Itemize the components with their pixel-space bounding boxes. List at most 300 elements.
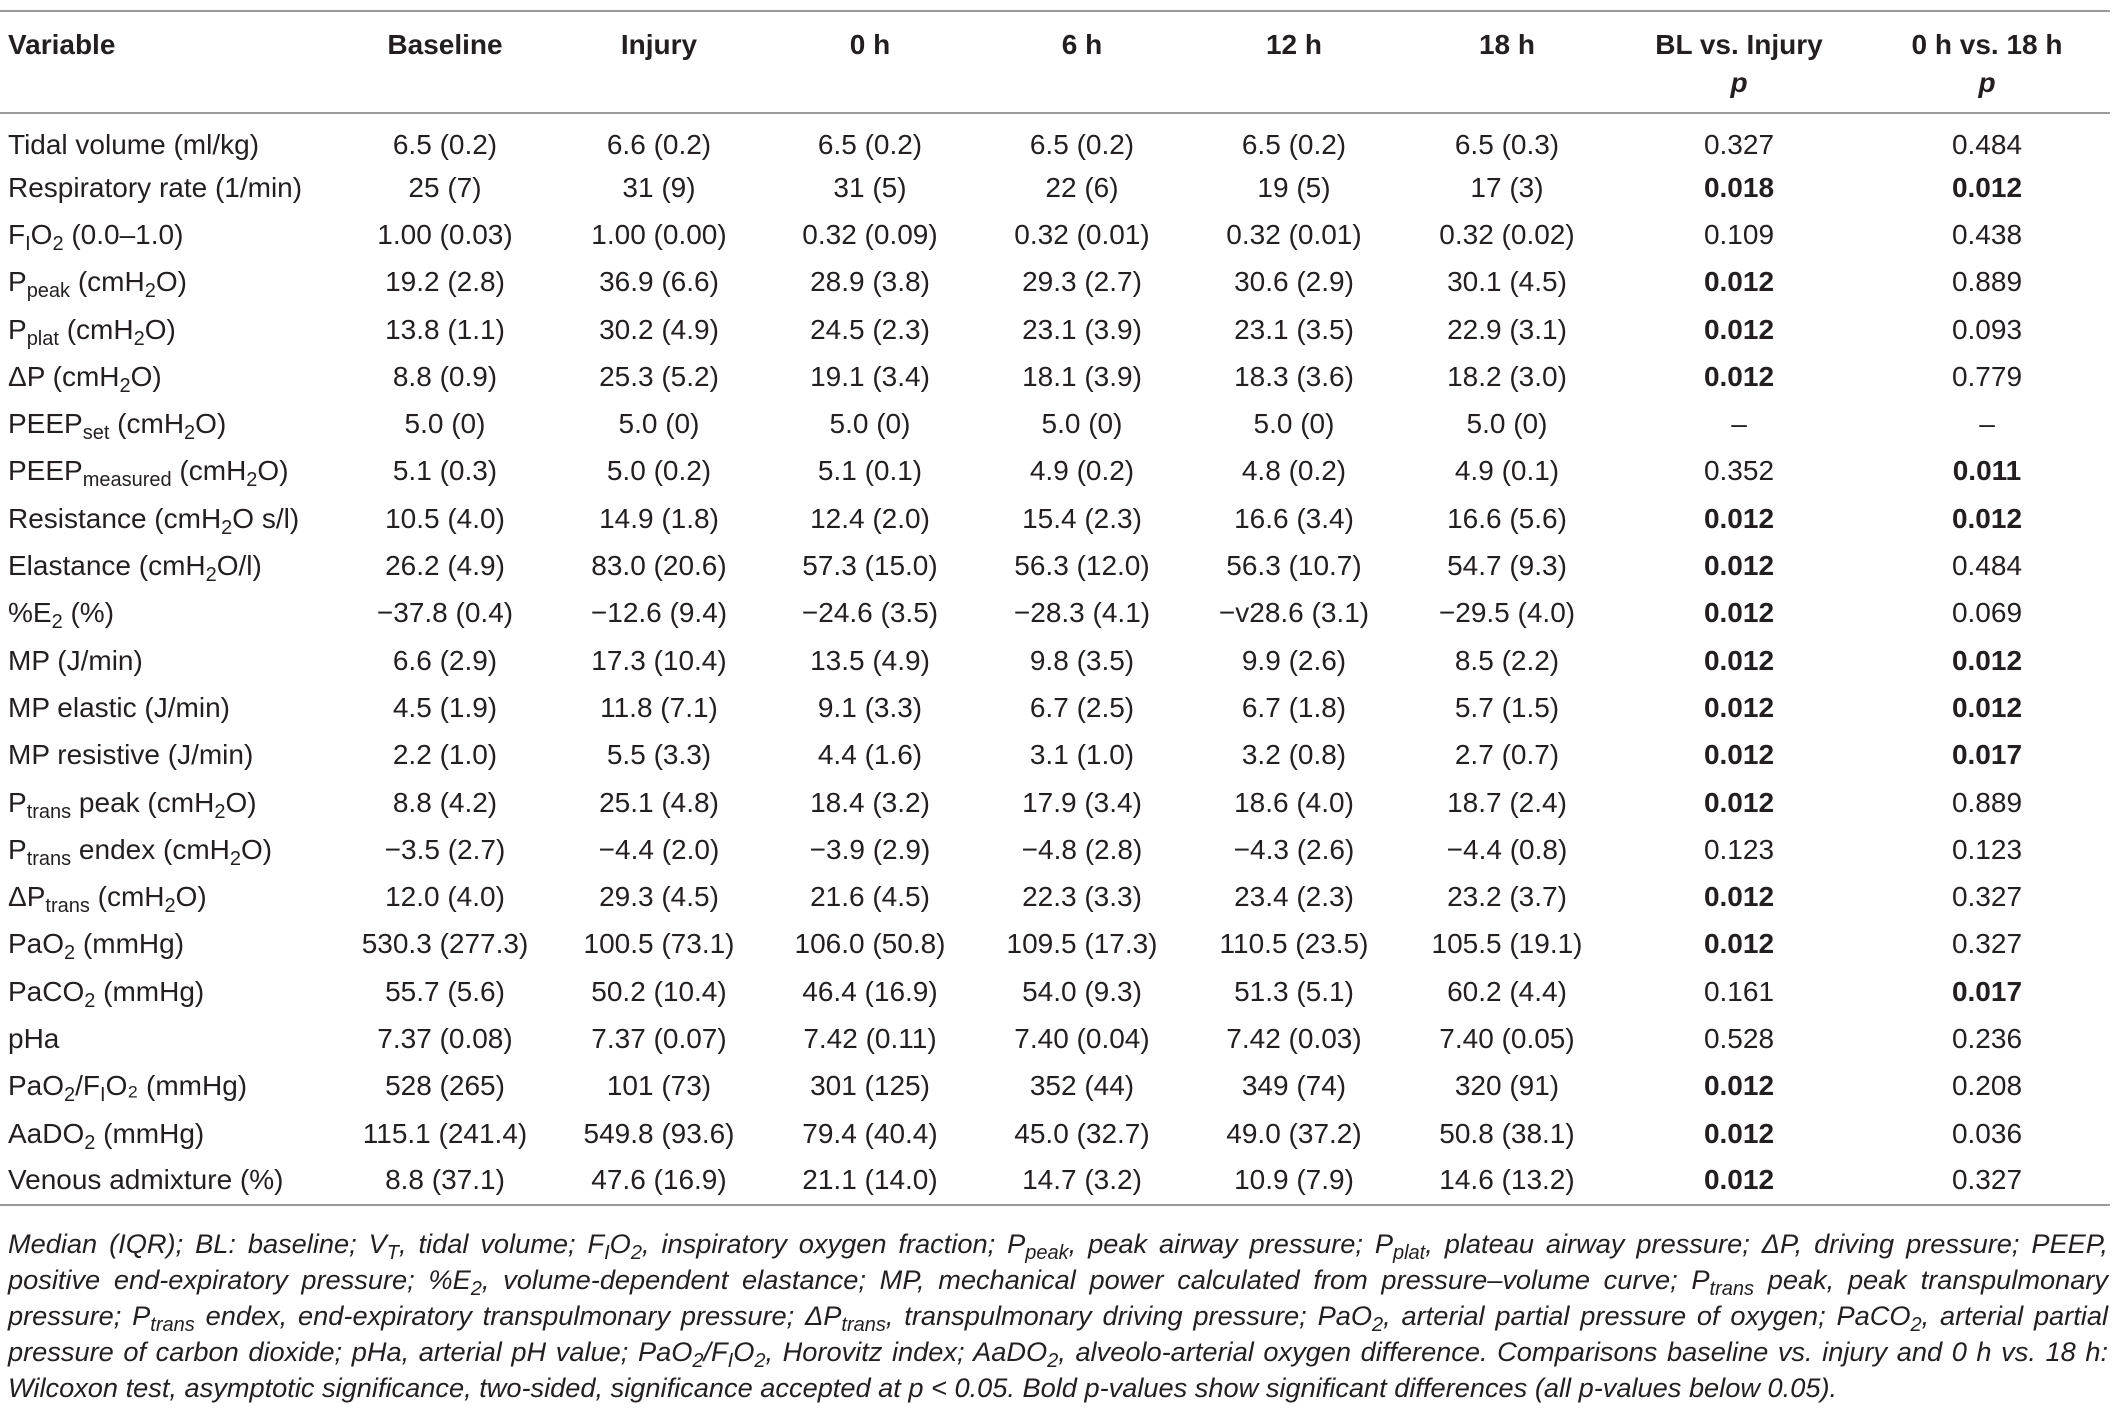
- cell-p-bl-vs-injury: 0.012: [1703, 502, 1775, 534]
- cell-p-0h-vs-18h: 0.208: [1951, 1070, 2023, 1102]
- table-row: [0, 1015, 2110, 1062]
- cell-0h: 31 (5): [833, 171, 907, 203]
- cell-18h: 6.5 (0.3): [1454, 129, 1560, 160]
- header-0h: 0 h: [849, 29, 891, 60]
- cell-injury: 25.1 (4.8): [599, 786, 719, 818]
- cell-baseline: 2.2 (1.0): [392, 739, 498, 771]
- table-header-row: [0, 11, 2110, 113]
- cell-0h: −24.6 (3.5): [801, 597, 939, 629]
- cell-0h: 5.1 (0.1): [817, 455, 923, 487]
- header-bl-vs-injury-p: p: [1730, 67, 1748, 98]
- cell-injury: 1.00 (0.00): [591, 218, 727, 250]
- variable-subscript: 2: [164, 895, 176, 918]
- cell-variable: [0, 542, 336, 589]
- cell-baseline: 26.2 (4.9): [385, 550, 505, 582]
- cell-baseline: 528 (265): [385, 1070, 505, 1102]
- cell-baseline: 10.5 (4.0): [385, 502, 505, 534]
- cell-p-0h-vs-18h: 0.036: [1951, 1117, 2023, 1149]
- header-18h: 18 h: [1478, 29, 1536, 60]
- cell-baseline: 1.00 (0.03): [377, 218, 513, 250]
- table-row: [0, 113, 2110, 164]
- cell-12h: 5.0 (0): [1253, 408, 1335, 440]
- cell-variable: Venous admixture (%): [8, 1164, 284, 1196]
- cell-p-bl-vs-injury: 0.012: [1703, 881, 1775, 913]
- cell-6h: 6.7 (2.5): [1029, 691, 1135, 723]
- variable-subscript: 2: [51, 611, 63, 634]
- cell-injury: 29.3 (4.5): [599, 881, 719, 913]
- cell-p-bl-vs-injury: 0.109: [1703, 218, 1775, 250]
- cell-18h: 22.9 (3.1): [1447, 313, 1567, 345]
- cell-variable: [0, 448, 336, 495]
- variable-main: PaO: [8, 1070, 65, 1102]
- cell-baseline: 13.8 (1.1): [385, 313, 505, 345]
- cell-baseline: 4.5 (1.9): [392, 691, 498, 723]
- cell-0h: 106.0 (50.8): [794, 928, 946, 960]
- cell-18h: 105.5 (19.1): [1431, 928, 1583, 960]
- cell-0h: 24.5 (2.3): [810, 313, 930, 345]
- cell-18h: 16.6 (5.6): [1447, 502, 1567, 534]
- variable-main: Resistance (cmH: [8, 502, 222, 534]
- variable-main: Elastance (cmH: [8, 550, 206, 582]
- variable-tail: O): [195, 408, 227, 440]
- table-row: [0, 873, 2110, 920]
- variable-tail: O): [144, 313, 176, 345]
- table-row: [0, 353, 2110, 400]
- variable-tail: O): [225, 786, 257, 818]
- cell-12h: 110.5 (23.5): [1219, 928, 1369, 960]
- variable-rest: (mmHg): [75, 928, 185, 960]
- cell-variable: [0, 826, 336, 873]
- variable-main: PaCO: [8, 975, 85, 1007]
- table-row: [0, 306, 2110, 353]
- cell-12h: 6.5 (0.2): [1241, 129, 1347, 160]
- cell-baseline: 19.2 (2.8): [385, 266, 505, 298]
- cell-baseline: −37.8 (0.4): [376, 597, 514, 629]
- variable-subscript: plat: [26, 327, 59, 350]
- cell-p-0h-vs-18h: –: [1979, 408, 1995, 440]
- cell-variable: [0, 495, 336, 542]
- cell-injury: 5.0 (0.2): [606, 455, 712, 487]
- cell-baseline: 530.3 (277.3): [361, 928, 529, 960]
- cell-6h: 22.3 (3.3): [1022, 881, 1142, 913]
- cell-baseline: 8.8 (4.2): [392, 786, 498, 818]
- variable-subscript: 2: [214, 800, 226, 823]
- cell-12h: 18.3 (3.6): [1234, 360, 1354, 392]
- cell-p-0h-vs-18h: 0.012: [1951, 644, 2023, 676]
- variable-rest: (cmH: [58, 313, 134, 345]
- variable-tail: O): [241, 833, 273, 865]
- table-row: [0, 495, 2110, 542]
- header-injury: Injury: [620, 29, 698, 60]
- cell-p-bl-vs-injury: 0.012: [1703, 691, 1775, 723]
- variable-rest: O/l): [216, 550, 262, 582]
- variable-subscript: 2: [184, 422, 196, 445]
- cell-variable: MP elastic (J/min): [8, 691, 230, 723]
- cell-p-bl-vs-injury: 0.012: [1703, 313, 1775, 345]
- cell-12h: 10.9 (7.9): [1234, 1164, 1354, 1196]
- cell-variable: [0, 306, 336, 353]
- variable-tail: O): [175, 881, 207, 913]
- variable-subscript: 2: [229, 847, 241, 870]
- cell-6h: 7.40 (0.04): [1014, 1022, 1150, 1054]
- variable-main: P: [8, 266, 27, 298]
- cell-p-bl-vs-injury: 0.012: [1703, 644, 1775, 676]
- variable-rest: O): [130, 360, 162, 392]
- cell-p-bl-vs-injury: 0.018: [1703, 171, 1775, 203]
- variable-subscript: 2: [133, 327, 145, 350]
- cell-p-0h-vs-18h: 0.889: [1951, 786, 2023, 818]
- cell-12h: 3.2 (0.8): [1241, 739, 1347, 771]
- variable-subscript: 2: [84, 989, 96, 1012]
- cell-p-bl-vs-injury: 0.012: [1703, 739, 1775, 771]
- cell-12h: 6.7 (1.8): [1241, 691, 1347, 723]
- cell-6h: 23.1 (3.9): [1022, 313, 1142, 345]
- variable-subscript: peak: [26, 280, 71, 303]
- table-row: [0, 590, 2110, 637]
- cell-18h: −29.5 (4.0): [1438, 597, 1576, 629]
- cell-12h: 30.6 (2.9): [1234, 266, 1354, 298]
- variable-rest: (%): [62, 597, 115, 629]
- variable-tail: (0.0–1.0): [63, 218, 184, 250]
- header-0h-vs-18h-p: p: [1978, 67, 1996, 98]
- cell-18h: 7.40 (0.05): [1439, 1022, 1575, 1054]
- cell-variable: MP (J/min): [8, 644, 143, 676]
- cell-18h: 14.6 (13.2): [1439, 1164, 1575, 1196]
- cell-6h: 0.32 (0.01): [1014, 218, 1150, 250]
- cell-p-bl-vs-injury: 0.327: [1703, 129, 1775, 160]
- cell-baseline: 55.7 (5.6): [385, 975, 505, 1007]
- cell-6h: 56.3 (12.0): [1014, 550, 1150, 582]
- cell-6h: −4.8 (2.8): [1021, 833, 1143, 865]
- cell-0h: 57.3 (15.0): [802, 550, 938, 582]
- cell-variable: [0, 590, 336, 637]
- cell-variable: [0, 968, 336, 1015]
- table-row: [0, 259, 2110, 306]
- cell-p-0h-vs-18h: 0.123: [1951, 833, 2023, 865]
- variable-subscript: measured: [82, 469, 172, 492]
- header-bl-vs-injury: [1614, 11, 1864, 113]
- cell-baseline: 8.8 (0.9): [392, 360, 498, 392]
- cell-6h: −28.3 (4.1): [1013, 597, 1151, 629]
- header-0h-vs-18h: [1864, 11, 2110, 113]
- cell-6h: 109.5 (17.3): [1006, 928, 1158, 960]
- variable-rest: (cmH: [89, 881, 165, 913]
- cell-18h: 8.5 (2.2): [1454, 644, 1560, 676]
- table-row: [0, 732, 2110, 779]
- table-row: [0, 779, 2110, 826]
- variable-subscript: I: [25, 232, 31, 255]
- cell-p-0h-vs-18h: 0.012: [1951, 691, 2023, 723]
- cell-12h: 23.4 (2.3): [1234, 881, 1354, 913]
- cell-p-bl-vs-injury: 0.012: [1703, 1070, 1775, 1102]
- cell-18h: 2.7 (0.7): [1454, 739, 1560, 771]
- cell-18h: 0.32 (0.02): [1439, 218, 1575, 250]
- variable-subscript: set: [82, 422, 110, 445]
- cell-12h: 18.6 (4.0): [1234, 786, 1354, 818]
- cell-p-0h-vs-18h: 0.327: [1951, 928, 2023, 960]
- cell-p-bl-vs-injury: 0.161: [1703, 975, 1775, 1007]
- table-row: [0, 637, 2110, 684]
- cell-18h: 18.2 (3.0): [1447, 360, 1567, 392]
- cell-baseline: −3.5 (2.7): [384, 833, 506, 865]
- cell-p-0h-vs-18h: 0.069: [1951, 597, 2023, 629]
- cell-variable: MP resistive (J/min): [8, 739, 254, 771]
- cell-0h: 21.1 (14.0): [802, 1164, 938, 1196]
- cell-p-0h-vs-18h: 0.779: [1951, 360, 2023, 392]
- cell-injury: 11.8 (7.1): [600, 691, 718, 723]
- cell-variable: Tidal volume (ml/kg): [8, 129, 260, 160]
- table-row: [0, 542, 2110, 589]
- variable-rest: O: [30, 218, 53, 250]
- variable-subscript: 2: [52, 232, 64, 255]
- cell-baseline: 6.5 (0.2): [392, 129, 498, 160]
- header-bl-vs-injury-label: BL vs. Injury: [1655, 29, 1823, 60]
- table-row: [0, 448, 2110, 495]
- variable-subscript: 2: [84, 1131, 96, 1154]
- cell-baseline: 5.0 (0): [404, 408, 486, 440]
- cell-injury: 17.3 (10.4): [591, 644, 727, 676]
- cell-0h: 19.1 (3.4): [810, 360, 930, 392]
- cell-12h: 349 (74): [1241, 1070, 1347, 1102]
- cell-p-bl-vs-injury: 0.012: [1703, 786, 1775, 818]
- cell-p-bl-vs-injury: 0.012: [1703, 266, 1775, 298]
- cell-12h: −4.3 (2.6): [1233, 833, 1355, 865]
- cell-6h: 4.9 (0.2): [1029, 455, 1135, 487]
- cell-variable: [0, 400, 336, 447]
- cell-0h: 28.9 (3.8): [810, 266, 930, 298]
- variable-main: ΔP: [8, 881, 46, 913]
- variable-rest: (cmH: [109, 408, 185, 440]
- cell-p-0h-vs-18h: 0.438: [1951, 218, 2023, 250]
- cell-p-bl-vs-injury: –: [1731, 408, 1747, 440]
- cell-p-0h-vs-18h: 0.889: [1951, 266, 2023, 298]
- variable-rest: (cmH: [171, 455, 247, 487]
- table-row: [0, 826, 2110, 873]
- cell-12h: 16.6 (3.4): [1234, 502, 1354, 534]
- cell-injury: 7.37 (0.07): [591, 1022, 727, 1054]
- table-row: [0, 968, 2110, 1015]
- cell-6h: 29.3 (2.7): [1022, 266, 1142, 298]
- cell-0h: 21.6 (4.5): [810, 881, 930, 913]
- cell-18h: 30.1 (4.5): [1447, 266, 1567, 298]
- cell-p-bl-vs-injury: 0.012: [1703, 360, 1775, 392]
- cell-6h: 54.0 (9.3): [1022, 975, 1142, 1007]
- cell-18h: 18.7 (2.4): [1447, 786, 1567, 818]
- cell-18h: 5.7 (1.5): [1454, 691, 1560, 723]
- cell-variable: [0, 353, 336, 400]
- cell-18h: −4.4 (0.8): [1446, 833, 1568, 865]
- table-row: [0, 400, 2110, 447]
- cell-injury: 30.2 (4.9): [599, 313, 719, 345]
- cell-6h: 15.4 (2.3): [1022, 502, 1142, 534]
- cell-baseline: 6.6 (2.9): [392, 644, 498, 676]
- cell-variable: pHa: [8, 1022, 60, 1054]
- cell-6h: 45.0 (32.7): [1014, 1117, 1150, 1149]
- header-0h-vs-18h-label: 0 h vs. 18 h: [1911, 29, 2063, 60]
- cell-p-0h-vs-18h: 0.484: [1951, 129, 2023, 160]
- cell-baseline: 8.8 (37.1): [385, 1164, 505, 1196]
- variable-main: AaDO: [8, 1117, 85, 1149]
- cell-12h: 0.32 (0.01): [1226, 218, 1362, 250]
- cell-0h: 301 (125): [810, 1070, 930, 1102]
- cell-injury: 31 (9): [622, 171, 696, 203]
- variable-subscript: 2: [144, 280, 156, 303]
- cell-p-0h-vs-18h: 0.012: [1951, 171, 2023, 203]
- cell-0h: 9.1 (3.3): [817, 691, 923, 723]
- cell-0h: −3.9 (2.9): [809, 833, 931, 865]
- cell-12h: −v28.6 (3.1): [1218, 597, 1370, 629]
- cell-6h: 17.9 (3.4): [1022, 786, 1142, 818]
- cell-18h: 4.9 (0.1): [1454, 455, 1560, 487]
- cell-6h: 18.1 (3.9): [1022, 360, 1142, 392]
- variable-main: %E: [8, 597, 52, 629]
- cell-18h: 23.2 (3.7): [1447, 881, 1567, 913]
- cell-variable: [0, 1063, 336, 1110]
- variable-subscript: I: [100, 1084, 106, 1107]
- table-body: [0, 113, 2110, 1205]
- cell-12h: 49.0 (37.2): [1226, 1117, 1362, 1149]
- cell-p-0h-vs-18h: 0.093: [1951, 313, 2023, 345]
- cell-injury: 36.9 (6.6): [599, 266, 719, 298]
- variable-rest: O s/l): [232, 502, 300, 534]
- variable-main: P: [8, 786, 27, 818]
- cell-injury: 14.9 (1.8): [599, 502, 719, 534]
- variable-rest: /F: [75, 1070, 101, 1102]
- cell-injury: 83.0 (20.6): [591, 550, 727, 582]
- cell-injury: −12.6 (9.4): [590, 597, 728, 629]
- cell-12h: 7.42 (0.03): [1226, 1022, 1362, 1054]
- cell-0h: 4.4 (1.6): [817, 739, 923, 771]
- cell-0h: 7.42 (0.11): [803, 1022, 937, 1054]
- cell-6h: 9.8 (3.5): [1029, 644, 1135, 676]
- variable-tail: O₂ (mmHg): [105, 1070, 248, 1102]
- cell-baseline: 5.1 (0.3): [392, 455, 498, 487]
- cell-variable: [0, 779, 336, 826]
- variable-rest: endex (cmH: [71, 833, 230, 865]
- cell-p-bl-vs-injury: 0.528: [1703, 1022, 1775, 1054]
- cell-injury: 6.6 (0.2): [606, 129, 712, 160]
- cell-6h: 352 (44): [1029, 1070, 1135, 1102]
- variable-subscript: 2: [246, 469, 258, 492]
- variable-rest: (cmH: [70, 266, 145, 298]
- table-footnote: Median (IQR); BL: baseline; $V_T$, tidal volume; $F_IO_2$, inspiratory oxygen fraction; $P_{peak}$, peak airway pressure; $P_{plat}$, plateau airway pressure; ΔP, driving pressure; PEEP, positive end-expiratory pressure; $\%E_2$, volume-dependent elastance; MP, mechanical power calculated from pressure–volume curve; $P_{trans}$ peak, peak transpulmonary pressure; $P_{trans}$ endex, end-expiratory transpulmonary pressure; $\Delta P_{trans}$, transpulmonary driving pressure; PaO$_2$, arterial partial pressure of oxygen; PaCO$_2$, arterial partial pressure of carbon dioxide; pHa, arterial pH value; $PaO_2/F_IO_2$, Horovitz index; AaDO$_2$, alveolo-arterial oxygen difference. Comparisons baseline vs. injury and 0 h vs. 18 h: Wilcoxon test, asymptotic significance, two-sided, significance accepted at p < 0.05. Bold p-values show significant differences (all p-values below 0.05).: [8, 1228, 2109, 1403]
- variable-main: PEEP: [8, 408, 83, 440]
- variable-main: P: [8, 313, 27, 345]
- variable-main: PEEP: [8, 455, 83, 487]
- cell-0h: 13.5 (4.9): [810, 644, 930, 676]
- cell-baseline: 25 (7): [408, 171, 482, 203]
- cell-p-0h-vs-18h: 0.484: [1951, 550, 2023, 582]
- cell-p-0h-vs-18h: 0.327: [1951, 881, 2023, 913]
- cell-p-bl-vs-injury: 0.012: [1703, 597, 1775, 629]
- cell-variable: Respiratory rate (1/min): [8, 171, 303, 203]
- cell-0h: 5.0 (0): [829, 408, 911, 440]
- cell-18h: 17 (3): [1470, 171, 1544, 203]
- cell-injury: 5.0 (0): [618, 408, 700, 440]
- cell-p-bl-vs-injury: 0.012: [1703, 928, 1775, 960]
- cell-p-bl-vs-injury: 0.012: [1703, 550, 1775, 582]
- variable-rest: (mmHg): [95, 1117, 205, 1149]
- cell-p-bl-vs-injury: 0.352: [1703, 455, 1775, 487]
- cell-p-0h-vs-18h: 0.236: [1951, 1022, 2023, 1054]
- table-row: [0, 921, 2110, 968]
- header-baseline: Baseline: [387, 29, 503, 60]
- cell-18h: 54.7 (9.3): [1447, 550, 1567, 582]
- cell-injury: −4.4 (2.0): [598, 833, 720, 865]
- table-row: [0, 1063, 2110, 1110]
- cell-p-bl-vs-injury: 0.123: [1703, 833, 1775, 865]
- cell-18h: 320 (91): [1454, 1070, 1560, 1102]
- variable-tail: O): [155, 266, 187, 298]
- cell-p-0h-vs-18h: 0.011: [1952, 455, 2022, 487]
- cell-baseline: 115.1 (241.4): [362, 1117, 528, 1149]
- header-6h: 6 h: [1061, 29, 1103, 60]
- cell-p-0h-vs-18h: 0.017: [1951, 739, 2023, 771]
- variable-rest: peak (cmH: [71, 786, 215, 818]
- results-table: [0, 10, 2110, 1206]
- variable-subscript: 2: [64, 942, 76, 965]
- cell-12h: 56.3 (10.7): [1226, 550, 1362, 582]
- variable-subscript: 2: [119, 374, 131, 397]
- cell-6h: 3.1 (1.0): [1029, 739, 1135, 771]
- cell-p-0h-vs-18h: 0.012: [1951, 502, 2023, 534]
- cell-p-0h-vs-18h: 0.327: [1951, 1164, 2023, 1196]
- cell-baseline: 12.0 (4.0): [385, 881, 505, 913]
- cell-18h: 5.0 (0): [1466, 408, 1548, 440]
- variable-main: P: [8, 833, 27, 865]
- cell-0h: 6.5 (0.2): [817, 129, 923, 160]
- cell-injury: 50.2 (10.4): [591, 975, 727, 1007]
- cell-variable: [0, 1110, 336, 1157]
- cell-0h: 46.4 (16.9): [802, 975, 938, 1007]
- variable-subscript: trans: [26, 800, 72, 823]
- cell-12h: 51.3 (5.1): [1234, 975, 1354, 1007]
- cell-p-bl-vs-injury: 0.012: [1703, 1164, 1775, 1196]
- cell-12h: 23.1 (3.5): [1234, 313, 1354, 345]
- variable-subscript: trans: [45, 895, 90, 918]
- cell-0h: 12.4 (2.0): [810, 502, 930, 534]
- variable-main: ΔP (cmH: [8, 360, 120, 392]
- cell-baseline: 7.37 (0.08): [377, 1022, 513, 1054]
- cell-variable: [0, 211, 336, 258]
- cell-12h: 19 (5): [1257, 171, 1331, 203]
- cell-6h: 5.0 (0): [1041, 408, 1123, 440]
- cell-18h: 60.2 (4.4): [1447, 975, 1567, 1007]
- cell-12h: 9.9 (2.6): [1241, 644, 1347, 676]
- cell-injury: 47.6 (16.9): [591, 1164, 727, 1196]
- table-row: [0, 1110, 2110, 1157]
- variable-subscript: 2: [205, 564, 217, 587]
- cell-0h: 0.32 (0.09): [802, 218, 938, 250]
- cell-variable: [0, 259, 336, 306]
- cell-injury: 100.5 (73.1): [583, 928, 735, 960]
- cell-0h: 18.4 (3.2): [810, 786, 930, 818]
- header-12h: 12 h: [1265, 29, 1323, 60]
- variable-main: PaO: [8, 928, 65, 960]
- cell-injury: 101 (73): [606, 1070, 712, 1102]
- cell-18h: 50.8 (38.1): [1439, 1117, 1575, 1149]
- cell-injury: 5.5 (3.3): [606, 739, 712, 771]
- cell-6h: 22 (6): [1045, 171, 1119, 203]
- variable-subscript: trans: [26, 847, 72, 870]
- cell-6h: 14.7 (3.2): [1022, 1164, 1142, 1196]
- cell-injury: 25.3 (5.2): [599, 360, 719, 392]
- cell-12h: 4.8 (0.2): [1241, 455, 1347, 487]
- cell-p-bl-vs-injury: 0.012: [1703, 1117, 1775, 1149]
- cell-injury: 549.8 (93.6): [583, 1117, 735, 1149]
- cell-variable: [0, 873, 336, 920]
- table-row: [0, 684, 2110, 731]
